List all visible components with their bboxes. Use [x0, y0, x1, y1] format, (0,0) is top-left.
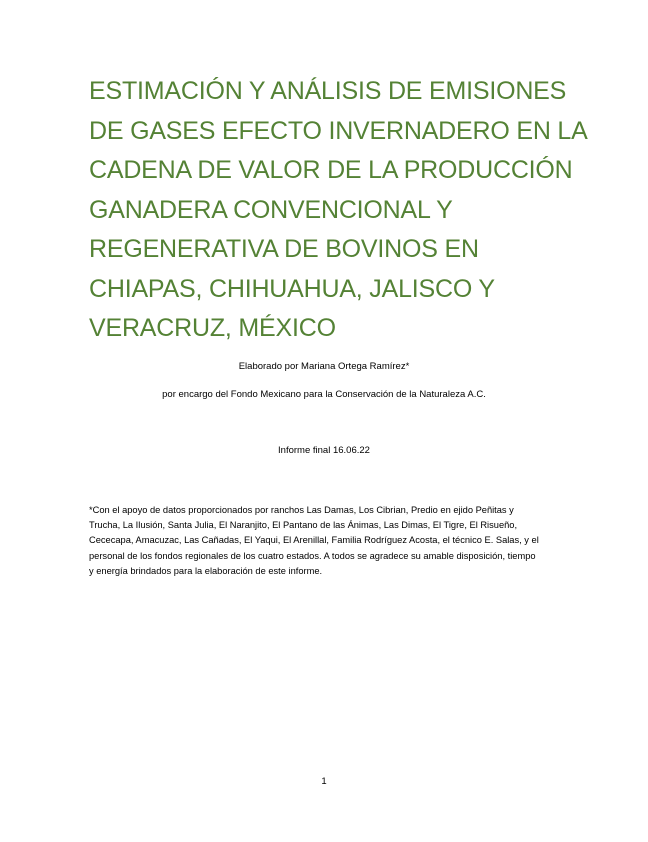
acknowledgement-line: Cececapa, Amacuzac, Las Cañadas, El Yaqui, El Arenillal, Familia Rodríguez Acosta, el técnico E. Salas, y el: [89, 535, 539, 546]
title-line: GANADERA CONVENCIONAL Y: [89, 195, 453, 224]
acknowledgement-line: y energía brindados para la elaboración de este informe.: [89, 565, 323, 576]
title-line: CHIAPAS, CHIHUAHUA, JALISCO Y: [89, 274, 495, 303]
acknowledgement-paragraph: [89, 503, 567, 579]
title-line: ESTIMACIÓN Y ANÁLISIS DE EMISIONES: [89, 77, 567, 105]
title-line: CADENA DE VALOR DE LA PRODUCCIÓN: [89, 156, 573, 184]
title-line: REGENERATIVA DE BOVINOS EN: [89, 235, 479, 263]
title-line: DE GASES EFECTO INVERNADERO EN LA: [89, 116, 588, 145]
document-title: [89, 72, 589, 349]
acknowledgement-line: personal de los fondos regionales de los cuatro estados. A todos se agradece su amable disposición, tiempo: [89, 550, 536, 561]
page-number: 1: [321, 776, 327, 787]
author-line: Elaborado por Mariana Ortega Ramírez*: [238, 361, 410, 372]
acknowledgement-line: Trucha, La Ilusión, Santa Julia, El Naranjito, El Pantano de las Ánimas, Las Dimas, El Tigre, El Risueño,: [89, 520, 518, 531]
acknowledgement-line: *Con el apoyo de datos proporcionados por ranchos Las Damas, Los Cibrian, Predio en ejido Peñitas y: [89, 505, 514, 515]
commission-line: por encargo del Fondo Mexicano para la Conservación de la Naturaleza A.C.: [162, 389, 486, 400]
report-date: Informe final 16.06.22: [278, 445, 370, 456]
title-line: VERACRUZ, MÉXICO: [89, 314, 336, 342]
